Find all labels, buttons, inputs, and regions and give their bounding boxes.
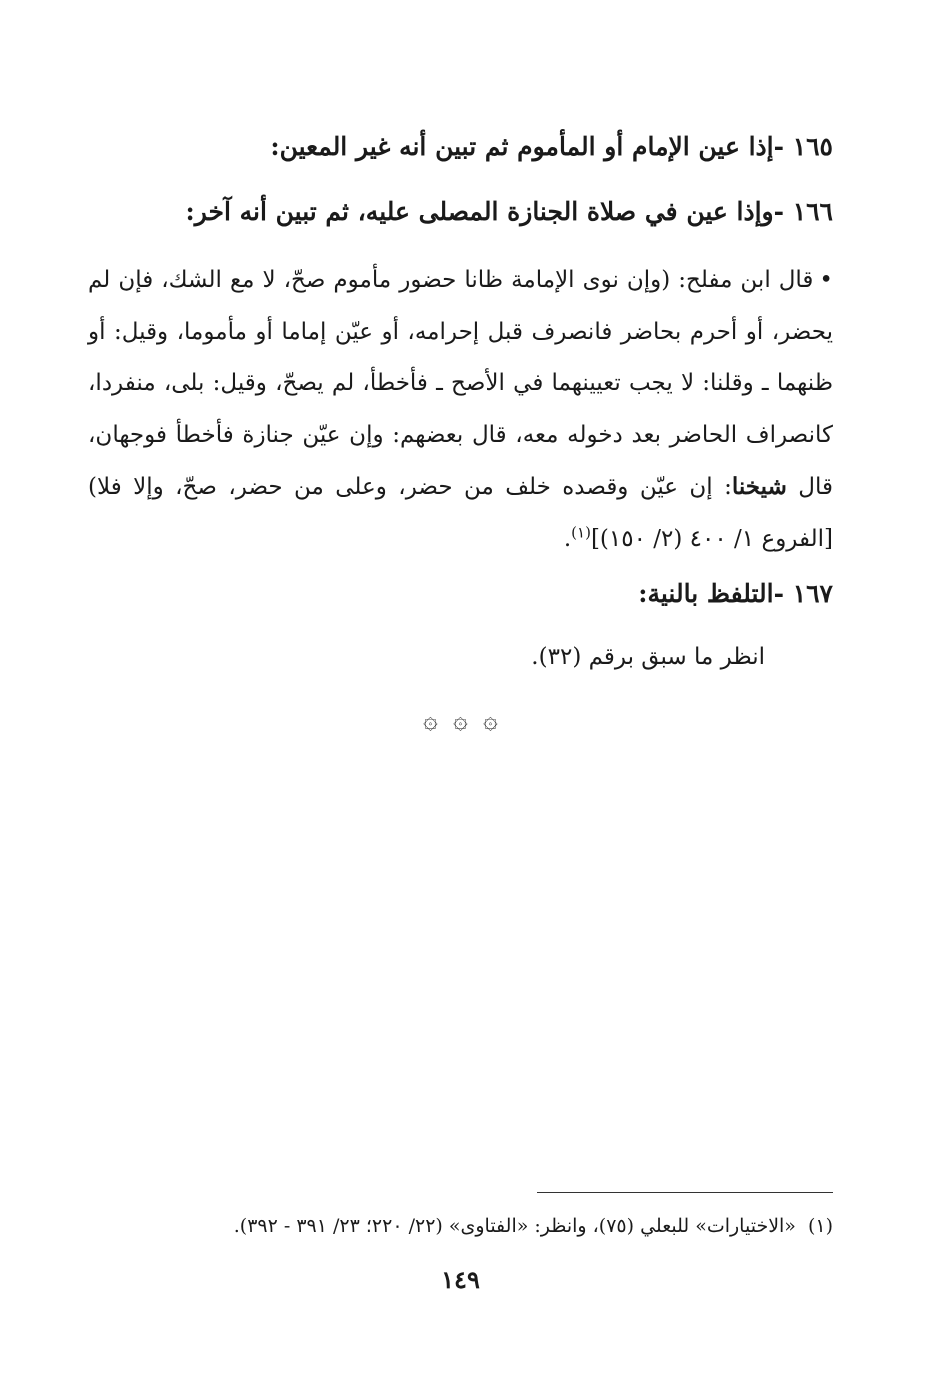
heading-166: ١٦٦ -وإذا عين في صلاة الجنازة المصلى عليه، ثم تبين أنه آخر:	[185, 197, 833, 226]
quote-text-part2: : إن عيّن وقصده خلف من حضر، وعلى من حضر، صحّ، وإلا فلا) [الفروع ١/ ٤٠٠ (٢/ ١٥٠)]	[88, 474, 833, 552]
book-page	[88, 0, 833, 1392]
quote-text-part1: قال ابن مفلح: (وإن نوى الإمامة ظانا حضور مأموم صحّ، لا مع الشك، فإن لم يحضر، أو أحرم بحاضر فانصرف قبل إحرامه، أو عيّن إماما أو مأموما، وقيل: أو ظنهما ـ وقلنا: لا يجب تعيينهما في الأصح ـ فأخطأ، لم يصحّ، وقيل: بلى، منفردا، كانصراف الحاضر بعد دخوله معه، قال بعضهم: وإن عيّن جنازة فأخطأ فوجهان، قال	[88, 267, 834, 500]
heading-165: ١٦٥ -إذا عين الإمام أو المأموم ثم تبين أنه غير المعين:	[270, 132, 833, 161]
bullet-icon: •	[819, 267, 833, 293]
ornament-star-icon: ۞	[423, 705, 438, 734]
cross-reference-note: انظر ما سبق برقم (٣٢).	[531, 644, 765, 670]
footnote-divider	[537, 1192, 833, 1193]
quote-paragraph	[88, 255, 833, 565]
footnote-number: (١)	[807, 1215, 833, 1237]
footnote-text: «الاختيارات» للبعلي (٧٥)، وانظر: «الفتاوى» (٢٢/ ٢٢٠؛ ٢٣/ ٣٩١ - ٣٩٢).	[233, 1215, 796, 1237]
quote-end: .	[563, 525, 572, 552]
footnote-reference: (١)	[571, 522, 591, 541]
heading-167: ١٦٧ -التلفظ بالنية:	[638, 579, 833, 608]
section-divider	[88, 705, 833, 734]
ornament-star-icon: ۞	[483, 705, 498, 734]
footnote	[88, 1209, 833, 1243]
quote-bold-word: شيخنا	[731, 473, 787, 500]
ornament-star-icon: ۞	[453, 705, 468, 734]
page-number: ١٤٩	[441, 1265, 480, 1294]
